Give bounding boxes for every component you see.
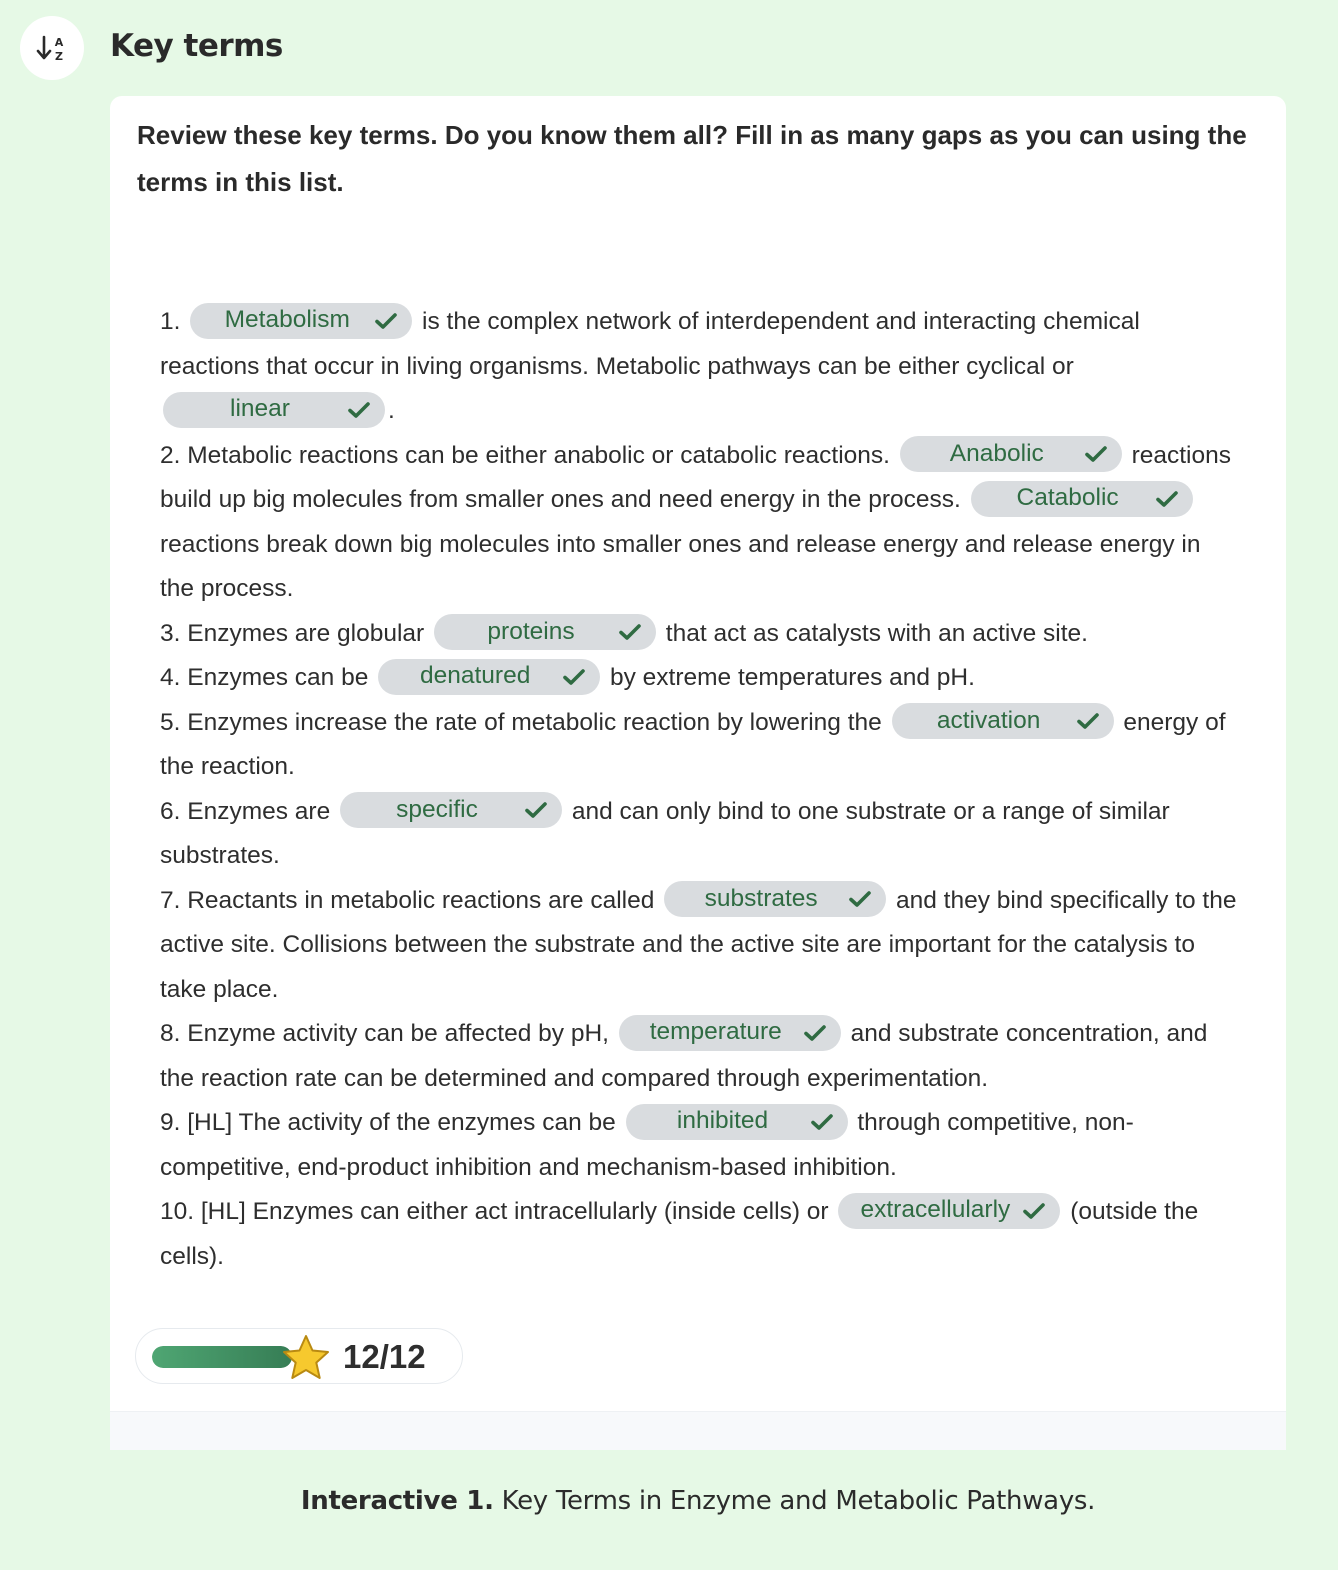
term-item-4: 4. Enzymes can be denatured by extreme temperatures and pH. [160,656,1240,701]
term-item-8: 8. Enzyme activity can be affected by pH, temperature and substrate concentration, and the reaction rate can be determined and compared through experimentation. [160,1012,1240,1101]
progress-track [152,1346,292,1368]
figure-caption [0,1486,1338,1516]
key-terms-card [110,96,1286,1450]
star-icon [280,1333,332,1383]
svg-text:A: A [54,36,64,49]
term-item-1: 1. Metabolism is the complex network of interdependent and interacting chemical reactions that occur in living organisms. Metabolic pathways can be either cyclical or linear . [160,300,1240,434]
svg-text:Z: Z [55,50,63,63]
check-icon [374,311,398,331]
check-icon [618,622,642,642]
instructions: Review these key terms. Do you know them all? Fill in as many gaps as you can using the terms in this list. [137,120,1247,197]
sort-alphabetical-icon [35,31,69,65]
term-item-5: 5. Enzymes increase the rate of metabolic reaction by lowering the activation energy of the reaction. [160,701,1240,790]
sort-button[interactable] [20,16,84,80]
check-icon [848,889,872,909]
score-text: 12/12 [343,1338,426,1375]
gap-extracellularly[interactable]: extracellularly [838,1193,1060,1229]
score-progress [135,1328,463,1384]
check-icon [1155,489,1179,509]
check-icon [562,667,586,687]
section-title: Key terms [110,28,283,64]
gap-specific[interactable]: specific [340,792,562,828]
gap-proteins[interactable]: proteins [434,614,656,650]
caption-label: Interactive 1. [300,1486,494,1516]
card-footer [110,1411,1286,1450]
caption-text: Key Terms in Enzyme and Metabolic Pathways. [493,1486,1096,1516]
progress-fill [152,1346,292,1368]
terms-list [160,300,1240,1279]
gap-metabolism[interactable]: Metabolism [190,303,412,339]
check-icon [803,1023,827,1043]
check-icon [347,400,371,420]
term-item-2: 2. Metabolic reactions can be either anabolic or catabolic reactions. Anabolic reactions build up big molecules from smaller ones and need energy in the process. Catabolic reactions break down big molecules into smaller ones and release energy and release energy in the process. [160,434,1240,612]
term-item-7: 7. Reactants in metabolic reactions are called substrates and they bind specifically to the active site. Collisions between the substrate and the active site are important for the catalysis to take place. [160,879,1240,1013]
term-item-6: 6. Enzymes are specific and can only bind to one substrate or a range of similar substrates. [160,790,1240,879]
gap-activation[interactable]: activation [892,703,1114,739]
check-icon [1084,444,1108,464]
term-item-3: 3. Enzymes are globular proteins that act as catalysts with an active site. [160,612,1240,657]
check-icon [1076,711,1100,731]
gap-temperature[interactable]: temperature [619,1015,841,1051]
gap-inhibited[interactable]: inhibited [626,1104,848,1140]
gap-anabolic[interactable]: Anabolic [900,436,1122,472]
check-icon [1022,1201,1046,1221]
check-icon [810,1112,834,1132]
gap-linear[interactable]: linear [163,392,385,428]
term-item-9: 9. [HL] The activity of the enzymes can be inhibited through competitive, non-competitive, end-product inhibition and mechanism-based inhibition. [160,1101,1240,1190]
gap-substrates[interactable]: substrates [664,881,886,917]
gap-denatured[interactable]: denatured [378,659,600,695]
gap-catabolic[interactable]: Catabolic [971,481,1193,517]
term-item-10: 10. [HL] Enzymes can either act intracellularly (inside cells) or extracellularly (outside the cells). [160,1190,1240,1279]
check-icon [524,800,548,820]
